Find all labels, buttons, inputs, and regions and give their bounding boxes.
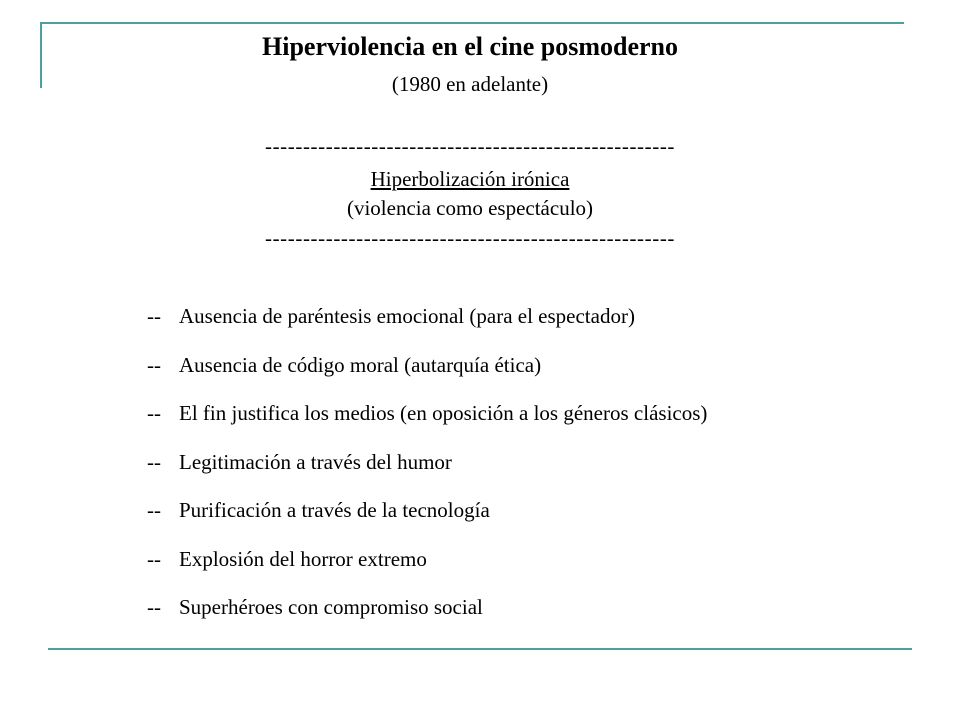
dashed-separator-top: ------------------------------------------------------ [264,134,676,158]
bullet-text: Ausencia de código moral (autarquía ética) [179,352,542,377]
bullet-marker: -- [147,401,161,425]
bullet-text: Purificación a través de la tecnología [179,498,490,522]
top-frame-line [40,22,904,24]
bullet-list [147,302,927,642]
bullet-item [147,593,927,642]
bullet-marker: -- [147,546,161,571]
bullet-item [147,496,927,545]
slide-subtitle: (1980 en adelante) [391,72,549,96]
bullet-marker: -- [147,498,161,522]
bullet-item [147,399,927,448]
bullet-item [147,545,927,594]
concept-box [225,134,715,250]
bullet-text: El fin justifica los medios (en oposición a los géneros clásicos) [179,401,708,425]
bullet-text: Superhéroes con compromiso social [179,595,483,619]
bullet-item [147,302,927,351]
bullet-text: Legitimación a través del humor [179,449,452,474]
bullet-marker: -- [147,595,161,619]
bullet-text: Explosión del horror extremo [179,546,427,571]
bullet-text: Ausencia de paréntesis emocional (para el espectador) [179,304,635,328]
bottom-frame-line [48,648,912,650]
bullet-item [147,351,927,400]
bullet-marker: -- [147,449,161,474]
bullet-marker: -- [147,352,161,377]
dashed-separator-bottom: ------------------------------------------------------ [264,226,676,250]
slide-title: Hiperviolencia en el cine posmoderno [262,32,678,61]
bullet-marker: -- [147,304,161,328]
concept-subtitle: (violencia como espectáculo) [346,196,594,220]
bullet-item [147,448,927,497]
concept-title: Hiperbolización irónica [370,167,570,191]
